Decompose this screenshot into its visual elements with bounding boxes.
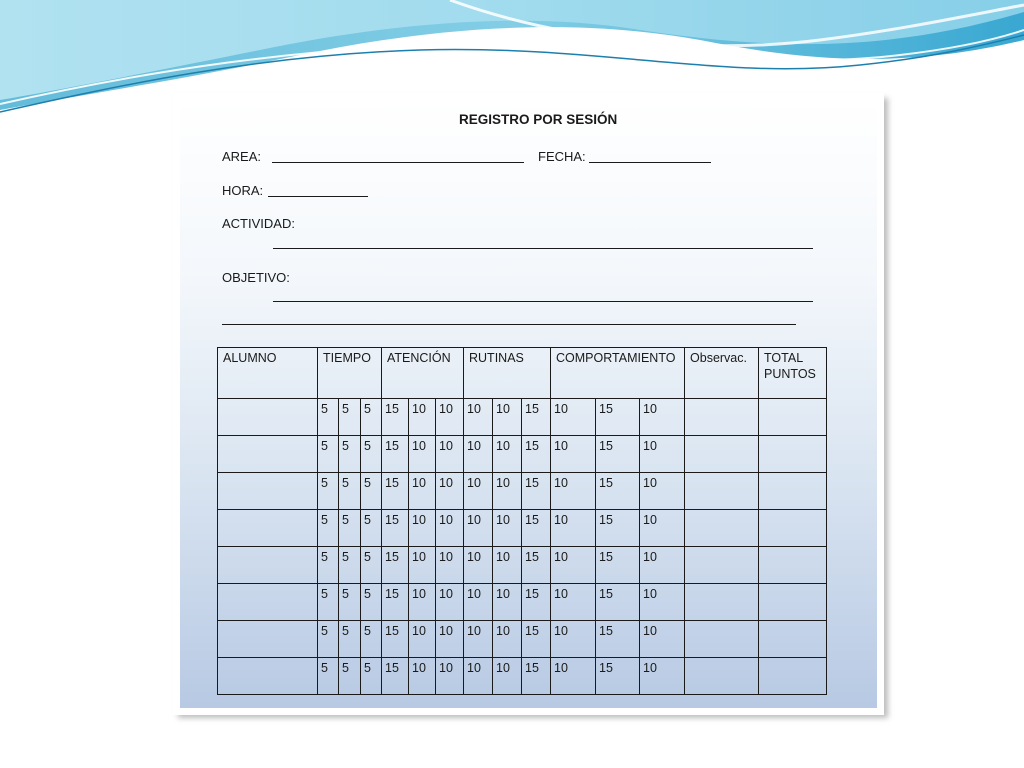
header-rutinas: RUTINAS bbox=[464, 348, 551, 399]
session-score-table bbox=[217, 347, 827, 695]
score-cell[interactable]: 5 bbox=[361, 436, 382, 473]
score-cell[interactable]: 10 bbox=[464, 658, 493, 695]
score-cell[interactable]: 10 bbox=[493, 436, 522, 473]
score-cell[interactable]: 15 bbox=[522, 510, 551, 547]
score-cell[interactable]: 15 bbox=[596, 584, 640, 621]
score-cell[interactable]: 15 bbox=[596, 473, 640, 510]
score-cell[interactable]: 5 bbox=[339, 584, 361, 621]
score-cell[interactable]: 10 bbox=[640, 584, 685, 621]
score-cell[interactable]: 10 bbox=[464, 436, 493, 473]
score-cell[interactable]: 10 bbox=[493, 621, 522, 658]
table-row bbox=[218, 584, 827, 621]
observac-cell[interactable] bbox=[685, 510, 759, 547]
score-cell[interactable]: 10 bbox=[551, 547, 596, 584]
score-cell[interactable]: 10 bbox=[409, 399, 436, 436]
score-cell[interactable]: 5 bbox=[318, 473, 339, 510]
score-cell[interactable]: 10 bbox=[493, 547, 522, 584]
score-cell[interactable]: 10 bbox=[464, 473, 493, 510]
header-alumno: ALUMNO bbox=[218, 348, 318, 399]
score-cell[interactable]: 10 bbox=[464, 510, 493, 547]
observac-cell[interactable] bbox=[685, 436, 759, 473]
score-cell[interactable]: 10 bbox=[436, 584, 464, 621]
observac-cell[interactable] bbox=[685, 658, 759, 695]
score-cell[interactable]: 5 bbox=[339, 510, 361, 547]
form-title: REGISTRO POR SESIÓN bbox=[459, 112, 618, 127]
alumno-cell[interactable] bbox=[218, 473, 318, 510]
score-cell[interactable]: 10 bbox=[640, 436, 685, 473]
observac-cell[interactable] bbox=[685, 399, 759, 436]
score-cell[interactable]: 15 bbox=[522, 473, 551, 510]
area-field-line[interactable] bbox=[272, 162, 524, 163]
hora-label: HORA: bbox=[222, 183, 264, 198]
score-cell[interactable]: 15 bbox=[596, 510, 640, 547]
score-cell[interactable]: 15 bbox=[522, 436, 551, 473]
score-cell[interactable]: 10 bbox=[551, 510, 596, 547]
score-cell[interactable]: 10 bbox=[464, 621, 493, 658]
score-cell[interactable]: 5 bbox=[318, 399, 339, 436]
score-cell[interactable]: 10 bbox=[493, 473, 522, 510]
fecha-label: FECHA: bbox=[538, 149, 586, 164]
score-cell[interactable]: 10 bbox=[436, 547, 464, 584]
table-row bbox=[218, 436, 827, 473]
table-row bbox=[218, 473, 827, 510]
score-cell[interactable]: 15 bbox=[522, 399, 551, 436]
observac-cell[interactable] bbox=[685, 584, 759, 621]
score-cell[interactable]: 10 bbox=[436, 473, 464, 510]
score-cell[interactable]: 10 bbox=[493, 658, 522, 695]
header-tiempo: TIEMPO bbox=[318, 348, 382, 399]
score-cell[interactable]: 10 bbox=[493, 399, 522, 436]
score-cell[interactable]: 15 bbox=[382, 473, 409, 510]
score-cell[interactable]: 10 bbox=[436, 399, 464, 436]
score-cell[interactable]: 15 bbox=[522, 658, 551, 695]
hora-field-line[interactable] bbox=[268, 196, 368, 197]
score-cell[interactable]: 15 bbox=[382, 621, 409, 658]
total-puntos-cell[interactable] bbox=[759, 510, 827, 547]
score-cell[interactable]: 5 bbox=[361, 621, 382, 658]
score-cell[interactable]: 10 bbox=[409, 510, 436, 547]
score-cell[interactable]: 10 bbox=[551, 621, 596, 658]
objetivo-field-line-1[interactable] bbox=[273, 301, 813, 302]
header-atencion: ATENCIÓN bbox=[382, 348, 464, 399]
score-cell[interactable]: 5 bbox=[339, 621, 361, 658]
score-cell[interactable]: 10 bbox=[640, 473, 685, 510]
score-cell[interactable]: 10 bbox=[493, 510, 522, 547]
observac-cell[interactable] bbox=[685, 473, 759, 510]
score-cell[interactable]: 5 bbox=[339, 399, 361, 436]
score-cell[interactable]: 10 bbox=[436, 510, 464, 547]
score-cell[interactable]: 10 bbox=[409, 436, 436, 473]
score-cell[interactable]: 10 bbox=[551, 399, 596, 436]
score-cell[interactable]: 10 bbox=[436, 621, 464, 658]
score-cell[interactable]: 10 bbox=[640, 621, 685, 658]
score-cell[interactable]: 5 bbox=[318, 436, 339, 473]
alumno-cell[interactable] bbox=[218, 510, 318, 547]
objetivo-label: OBJETIVO: bbox=[222, 270, 290, 285]
score-cell[interactable]: 10 bbox=[493, 584, 522, 621]
score-cell[interactable]: 15 bbox=[382, 584, 409, 621]
score-cell[interactable]: 10 bbox=[409, 621, 436, 658]
score-cell[interactable]: 5 bbox=[361, 399, 382, 436]
score-cell[interactable]: 15 bbox=[596, 399, 640, 436]
score-cell[interactable]: 5 bbox=[339, 547, 361, 584]
score-cell[interactable]: 15 bbox=[522, 584, 551, 621]
score-cell[interactable]: 15 bbox=[382, 547, 409, 584]
score-cell[interactable]: 10 bbox=[640, 510, 685, 547]
score-cell[interactable]: 10 bbox=[640, 399, 685, 436]
score-cell[interactable]: 10 bbox=[640, 547, 685, 584]
score-cell[interactable]: 5 bbox=[339, 658, 361, 695]
score-cell[interactable]: 15 bbox=[382, 436, 409, 473]
actividad-label: ACTIVIDAD: bbox=[222, 216, 295, 231]
total-puntos-cell[interactable] bbox=[759, 473, 827, 510]
header-total-puntos: TOTAL PUNTOS bbox=[759, 348, 827, 399]
objetivo-field-line-2[interactable] bbox=[222, 324, 796, 325]
table-row bbox=[218, 621, 827, 658]
alumno-cell[interactable] bbox=[218, 584, 318, 621]
table-row bbox=[218, 510, 827, 547]
observac-cell[interactable] bbox=[685, 547, 759, 584]
score-cell[interactable]: 10 bbox=[551, 584, 596, 621]
observac-cell[interactable] bbox=[685, 621, 759, 658]
score-cell[interactable]: 15 bbox=[596, 436, 640, 473]
score-cell[interactable]: 15 bbox=[382, 399, 409, 436]
score-cell[interactable]: 10 bbox=[409, 473, 436, 510]
score-cell[interactable]: 5 bbox=[339, 436, 361, 473]
score-cell[interactable]: 15 bbox=[382, 658, 409, 695]
score-cell[interactable]: 10 bbox=[409, 658, 436, 695]
score-cell[interactable]: 10 bbox=[409, 584, 436, 621]
alumno-cell[interactable] bbox=[218, 621, 318, 658]
table-row bbox=[218, 547, 827, 584]
score-cell[interactable]: 10 bbox=[409, 547, 436, 584]
score-cell[interactable]: 5 bbox=[318, 510, 339, 547]
score-cell[interactable]: 5 bbox=[318, 584, 339, 621]
actividad-field-line[interactable] bbox=[273, 248, 813, 249]
table-row bbox=[218, 399, 827, 436]
score-cell[interactable]: 10 bbox=[464, 584, 493, 621]
header-comportamiento: COMPORTAMIENTO bbox=[551, 348, 685, 399]
score-cell[interactable]: 10 bbox=[551, 658, 596, 695]
table-row bbox=[218, 658, 827, 695]
score-cell[interactable]: 5 bbox=[361, 510, 382, 547]
score-cell[interactable]: 10 bbox=[436, 658, 464, 695]
score-cell[interactable]: 15 bbox=[522, 547, 551, 584]
total-puntos-cell[interactable] bbox=[759, 547, 827, 584]
score-cell[interactable]: 5 bbox=[361, 547, 382, 584]
alumno-cell[interactable] bbox=[218, 658, 318, 695]
fecha-field-line[interactable] bbox=[589, 162, 711, 163]
score-cell[interactable]: 10 bbox=[464, 547, 493, 584]
table-header-row bbox=[218, 348, 827, 399]
score-cell[interactable]: 5 bbox=[318, 658, 339, 695]
score-cell[interactable]: 5 bbox=[361, 584, 382, 621]
score-cell[interactable]: 5 bbox=[361, 473, 382, 510]
score-cell[interactable]: 15 bbox=[596, 658, 640, 695]
alumno-cell[interactable] bbox=[218, 547, 318, 584]
score-cell[interactable]: 15 bbox=[596, 547, 640, 584]
score-cell[interactable]: 5 bbox=[318, 621, 339, 658]
score-cell[interactable]: 10 bbox=[551, 473, 596, 510]
score-cell[interactable]: 5 bbox=[318, 547, 339, 584]
total-puntos-cell[interactable] bbox=[759, 621, 827, 658]
score-cell[interactable]: 15 bbox=[382, 510, 409, 547]
total-puntos-cell[interactable] bbox=[759, 436, 827, 473]
score-cell[interactable]: 10 bbox=[464, 399, 493, 436]
score-cell[interactable]: 10 bbox=[436, 436, 464, 473]
score-cell[interactable]: 10 bbox=[551, 436, 596, 473]
header-observac: Observac. bbox=[685, 348, 759, 399]
total-puntos-cell[interactable] bbox=[759, 658, 827, 695]
score-cell[interactable]: 10 bbox=[640, 658, 685, 695]
alumno-cell[interactable] bbox=[218, 436, 318, 473]
total-puntos-cell[interactable] bbox=[759, 399, 827, 436]
score-cell[interactable]: 5 bbox=[339, 473, 361, 510]
score-cell[interactable]: 5 bbox=[361, 658, 382, 695]
area-label: AREA: bbox=[222, 149, 262, 164]
score-cell[interactable]: 15 bbox=[596, 621, 640, 658]
total-puntos-cell[interactable] bbox=[759, 584, 827, 621]
score-cell[interactable]: 15 bbox=[522, 621, 551, 658]
alumno-cell[interactable] bbox=[218, 399, 318, 436]
